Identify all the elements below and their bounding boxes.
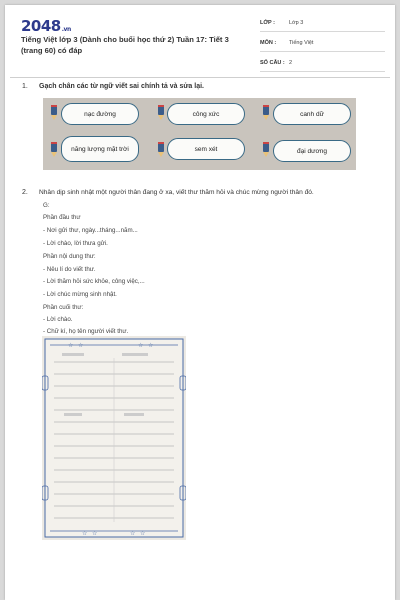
answer-line: - Lời chúc mừng sinh nhật. [43, 291, 117, 298]
pencil-icon [49, 142, 59, 158]
logo-text: 2048 [21, 17, 61, 35]
answer-line: - Nơi gửi thư, ngày...tháng...năm... [43, 227, 138, 234]
svg-text:☆: ☆ [138, 342, 144, 349]
page-title: Tiếng Việt lớp 3 (Dành cho buổi học thứ 2) Tuần 17: Tiết 3 (trang 60) có đáp [21, 35, 229, 55]
svg-text:☆: ☆ [68, 342, 74, 349]
meta-panel [260, 17, 385, 77]
question-1-title: Gạch chân các từ ngữ viết sai chính tả và sửa lại. [39, 83, 204, 90]
answer-line: - Lời chào. [43, 316, 73, 323]
meta-key-class: LỚP : [260, 20, 275, 26]
question-2-prompt: Nhân dịp sinh nhật một người thân đang ở xa, viết thư thăm hỏi và chúc mừng người thân đó. [39, 189, 314, 196]
pencil-icon [261, 105, 271, 121]
document-sheet [5, 5, 395, 600]
word-box-5: sem xét [167, 138, 245, 160]
logo-suffix: .vn [61, 26, 71, 33]
meta-value-subject: Tiếng Việt [289, 40, 314, 46]
answer-line: Phần nội dung thư: [43, 253, 96, 260]
meta-value-class: Lớp 3 [289, 20, 304, 26]
pencil-icon [49, 105, 59, 121]
word-box-4: năng lượng mặt trời [61, 136, 139, 162]
svg-text:☆: ☆ [130, 530, 136, 537]
meta-row-count [260, 57, 385, 72]
meta-value-count: 2 [289, 60, 293, 66]
question-1-exercise-image [43, 98, 356, 170]
svg-text:☆: ☆ [82, 530, 88, 537]
meta-key-count: SỐ CÂU : [260, 60, 285, 66]
letter-paper-image [42, 336, 186, 540]
svg-text:☆: ☆ [78, 342, 84, 349]
answer-line: - Chữ kí, họ tên người viết thư. [43, 328, 129, 335]
answer-line: G: [43, 202, 50, 209]
answer-line: Phần đầu thư [43, 214, 81, 221]
pencil-icon [156, 105, 166, 121]
question-1-number: 1. [22, 83, 28, 90]
word-box-6: đại dương [273, 140, 351, 162]
site-logo[interactable] [21, 17, 71, 35]
svg-text:☆: ☆ [148, 342, 154, 349]
question-2-number: 2. [22, 189, 28, 196]
word-box-2: công xức [167, 103, 245, 125]
meta-row-class [260, 17, 385, 32]
answer-line: - Lời thăm hỏi sức khỏe, công việc,... [43, 278, 145, 285]
word-box-3: canh dữ [273, 103, 351, 125]
answer-line: - Nêu lí do viết thư. [43, 266, 96, 273]
svg-text:☆: ☆ [92, 530, 98, 537]
answer-line: - Lời chào, lời thưa gửi. [43, 240, 108, 247]
meta-key-subject: MÔN : [260, 40, 277, 46]
answer-line: Phần cuối thư: [43, 304, 84, 311]
letter-frame-illustration [42, 336, 186, 540]
pencil-icon [261, 142, 271, 158]
svg-text:☆: ☆ [140, 530, 146, 537]
meta-row-subject [260, 37, 385, 52]
pencil-icon [156, 142, 166, 158]
header-divider [10, 77, 390, 78]
word-box-1: nạc đường [61, 103, 139, 125]
